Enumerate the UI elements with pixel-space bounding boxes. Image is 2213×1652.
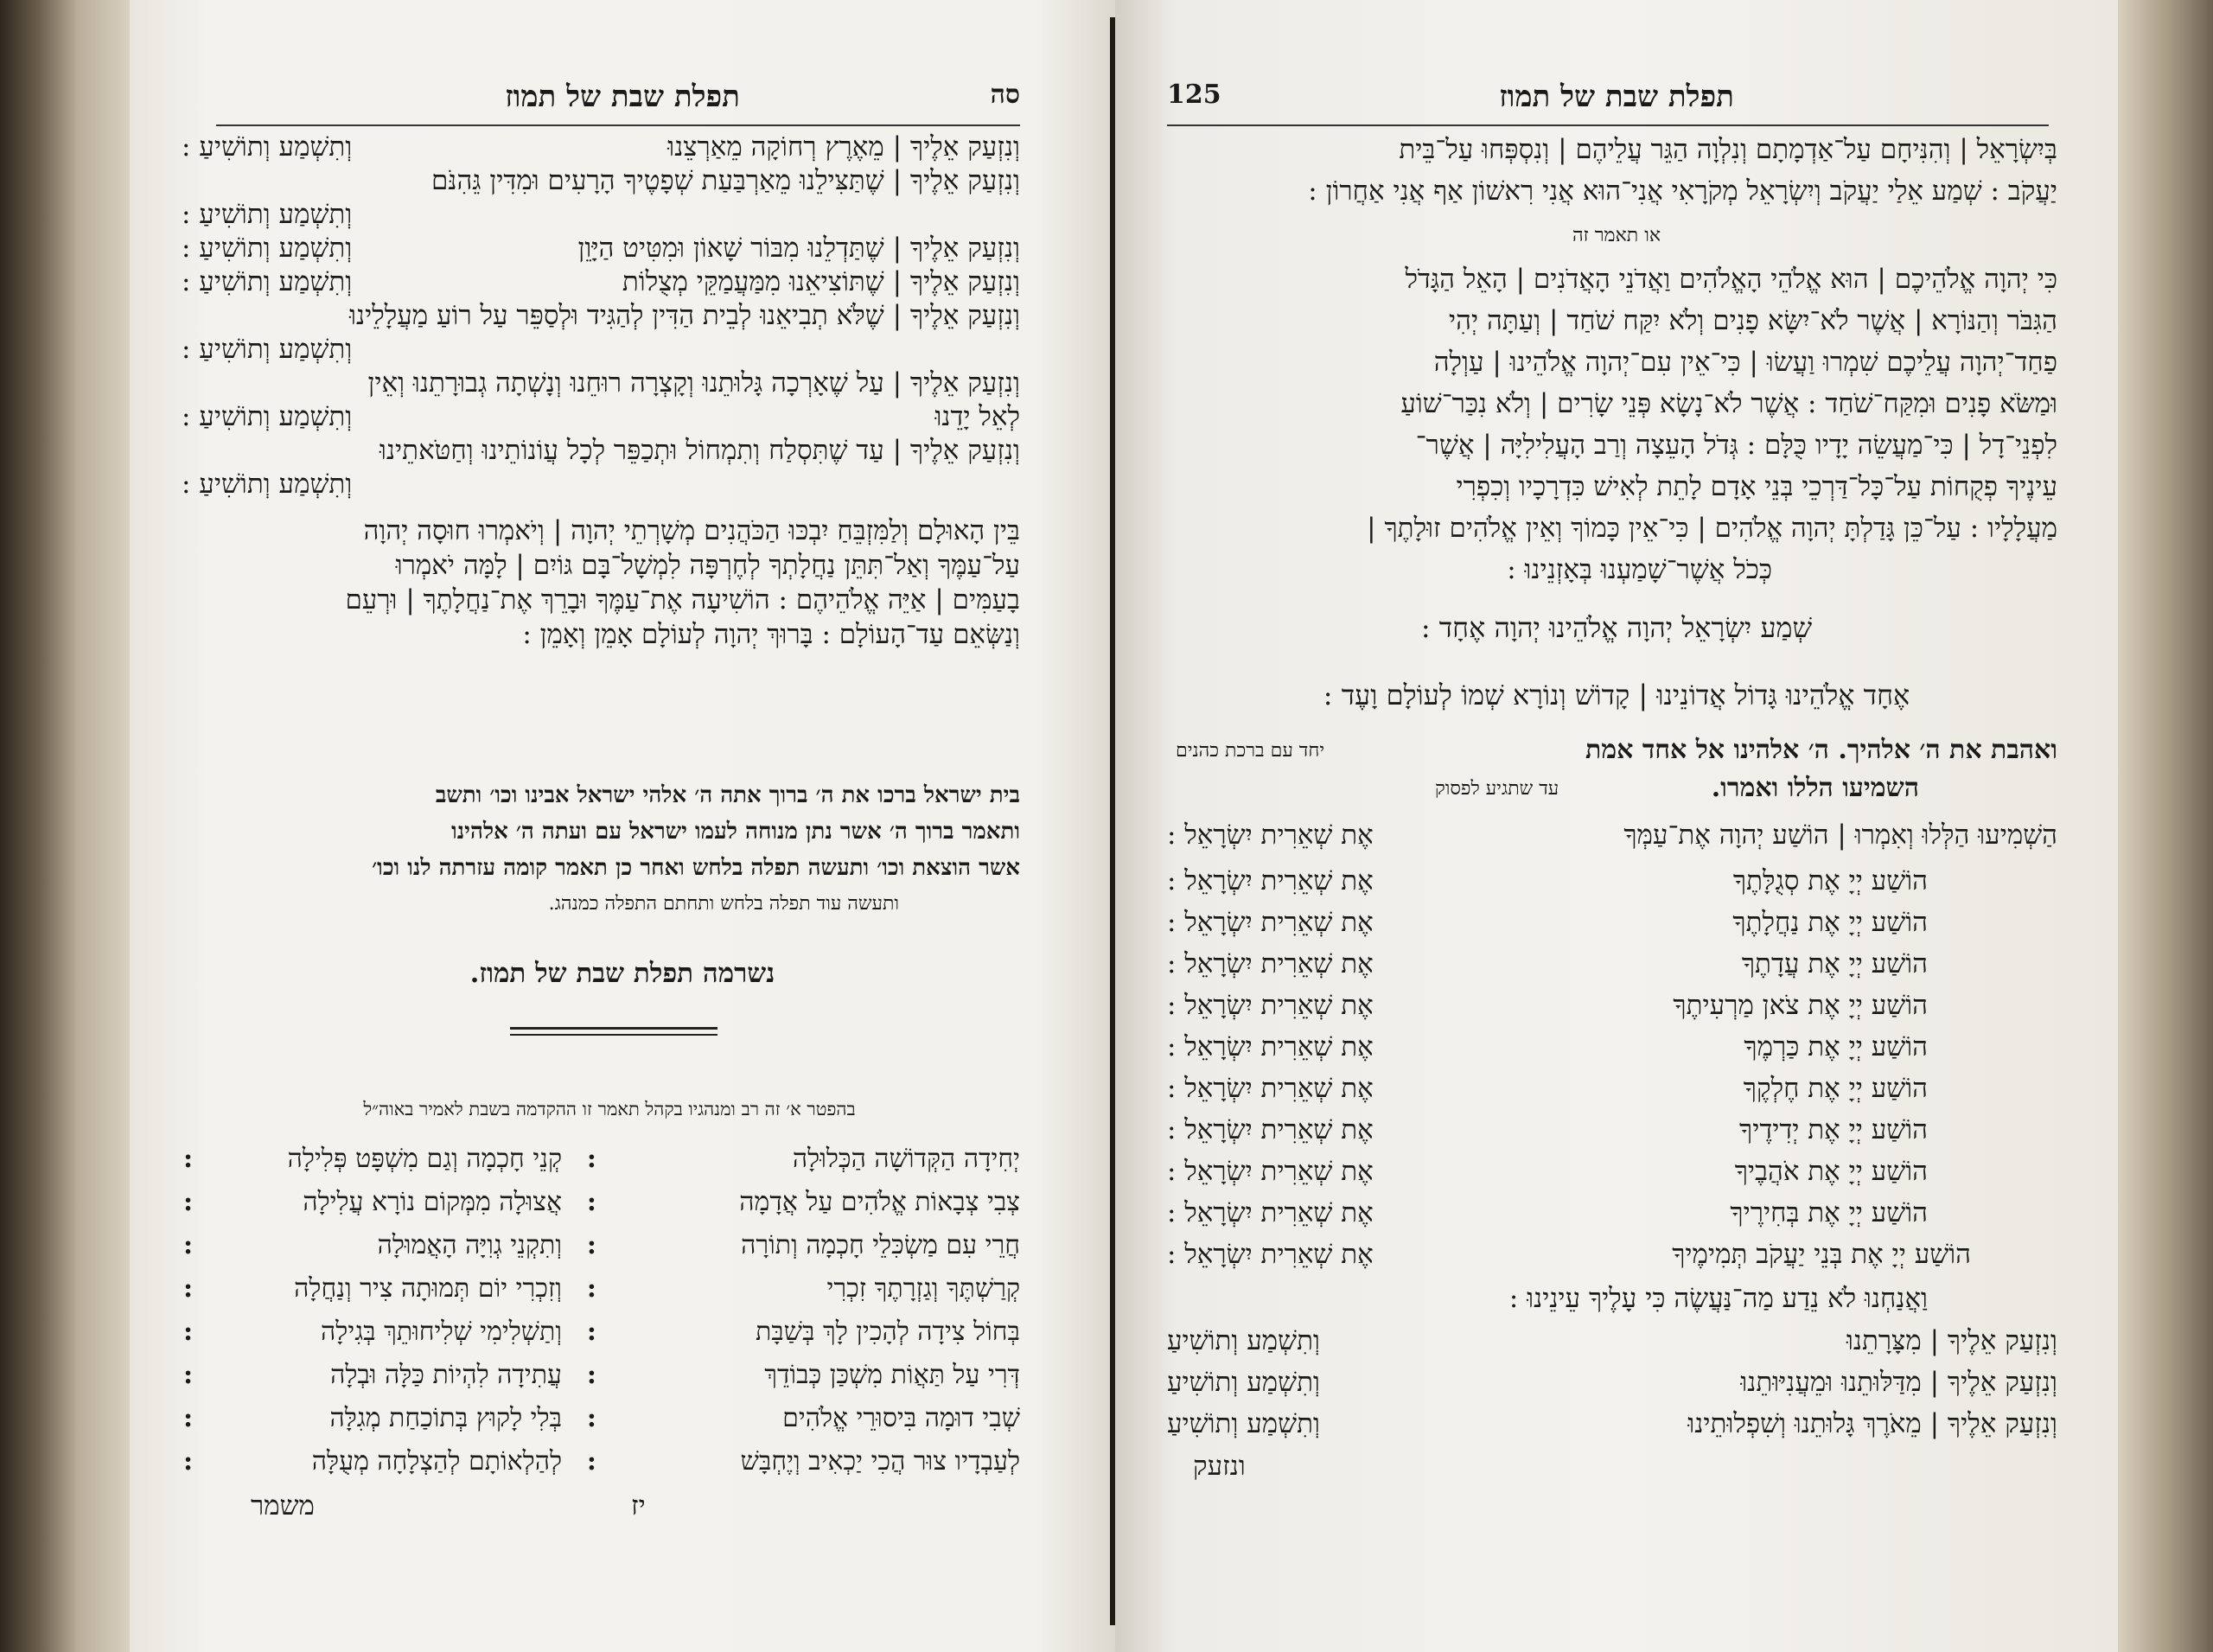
right-page bbox=[1115, 0, 2118, 1652]
litany-text: וְנִזְעַק אֵלֶיךָ | עַד שֶׁתִּסְלַח וְתִמְחוֹל וּתְכַפֵּר לְכָל עֲוֹנוֹתֵינוּ וְחַטֹּאתֵינוּ bbox=[379, 435, 1020, 466]
shema-line: שְׁמַע יִשְׂרָאֵל יְהוָה אֱלֹהֵינוּ יְהוָה אֶחָד : bbox=[1420, 611, 1813, 644]
poem-hemistich-b: וְתִקְנֵי גְוִיָּה הָאֲמוּלָה bbox=[377, 1230, 562, 1260]
catchword: משמר bbox=[251, 1490, 315, 1521]
hoshia-refrain: אֶת שְׁאֵרִית יִשְׂרָאֵל : bbox=[1167, 948, 1374, 979]
poem-hemistich-b: בְּלִי לָקוּץ בְּתוֹכַחַת מְגִלָּה bbox=[329, 1403, 562, 1433]
poem-end-mark: : bbox=[183, 1187, 194, 1217]
instruction-text: בית ישראל ברכו את ה׳ ברוך אתה ה׳ אלהי ישראל אבינו וכו׳ ותשב bbox=[435, 782, 1020, 808]
litany-row bbox=[130, 265, 1115, 299]
hoshia-text: הוֹשַׁע יְיָ אֶת אֹהֲבֶיךָ bbox=[1734, 1156, 1928, 1187]
hoshia-intro-text: הַשְׁמִיעוּ הַלְּלוּ וְאִמְרוּ | הוֹשַׁע יְהוָה אֶת־עַמְּךָ bbox=[1623, 820, 2057, 851]
paragraph-text: כְּכֹל אֲשֶׁר־שָׁמַעְנוּ בְּאָזְנֵינוּ : bbox=[1507, 554, 1772, 585]
hoshia-text: הוֹשַׁע יְיָ אֶת יְדִידֶיךָ bbox=[1738, 1114, 1928, 1145]
litany-response: וְתִשְׁמַע וְתוֹשִׁיעַ : bbox=[182, 469, 353, 500]
running-header bbox=[130, 80, 1115, 123]
hoshia-row bbox=[1115, 1234, 2118, 1274]
hoshia-refrain: אֶת שְׁאֵרִית יִשְׂרָאֵל : bbox=[1167, 865, 1374, 896]
poem-separator: : bbox=[586, 1187, 596, 1217]
page-number: 125 bbox=[1167, 80, 1221, 110]
hoshia-row bbox=[1115, 1193, 2118, 1233]
poem-hemistich-b: אֲצוּלָה מִמְּקוֹם נוֹרָא עֲלִילָה bbox=[303, 1187, 562, 1217]
litany-text: וְנִזְעַק אֵלֶיךָ | מֵאֹרֶךְ גָּלוּתֵנוּ וְשִׁפְלוּתֵינוּ bbox=[1687, 1408, 2057, 1439]
poem-separator: : bbox=[586, 1317, 596, 1347]
hoshia-refrain: אֶת שְׁאֵרִית יִשְׂרָאֵל : bbox=[1167, 1031, 1374, 1062]
hoshia-text: הוֹשַׁע יְיָ אֶת בְּחִירֶיךָ bbox=[1730, 1197, 1928, 1228]
hoshia-refrain: אֶת שְׁאֵרִית יִשְׂרָאֵל : bbox=[1167, 990, 1374, 1021]
paragraph-line bbox=[1167, 259, 2057, 299]
poem-hemistich-b: לְהַלְאוֹתָם לְהַצְלָחָה מְעֻלָּה bbox=[311, 1446, 562, 1477]
header-rule bbox=[1167, 124, 2049, 126]
signature-mark: יז bbox=[631, 1490, 646, 1521]
poem-end-mark: : bbox=[183, 1273, 194, 1304]
poem-hemistich-a: דְּרִי עַל תַּאֲוֹת מִשְׁכַּן כְּבוֹדֵךְ bbox=[764, 1360, 1020, 1390]
poem-row bbox=[130, 1139, 1115, 1179]
litany-row bbox=[130, 163, 1115, 198]
litany-row bbox=[1115, 1362, 2118, 1402]
paragraph-text: בֵּין הָאוּלָם וְלַמִּזְבֵּחַ יִבְכּוּ הַכֹּהֲנִים מְשָׁרְתֵי יְהוָה | וְיֹאמְרוּ חוּסָה יְהוָה bbox=[363, 515, 1020, 546]
poem-separator: : bbox=[586, 1403, 596, 1433]
paragraph-line bbox=[182, 513, 1020, 548]
hoshia-refrain: אֶת שְׁאֵרִית יִשְׂרָאֵל : bbox=[1167, 907, 1374, 938]
litany-text: וְנִזְעַק אֵלֶיךָ | שֶׁתּוֹצִיאֵנוּ מִמַּעֲמַקֵּי מְצֻלוֹת bbox=[622, 266, 1020, 297]
hoshia-intro bbox=[1115, 818, 2118, 856]
litany-response: וְתִשְׁמַע וְתוֹשִׁיעַ : bbox=[182, 233, 353, 264]
instruction-text: ותאמר ברוך ה׳ אשר נתן מנוחה לעמו ישראל עם ועתה ה׳ אלהינו bbox=[451, 819, 1020, 845]
closing-line: נשרמה תפלת שבת של תמוז. bbox=[469, 958, 775, 989]
poem-hemistich-a: חֲרֵי עִם מַשְׂכִּלֵי חָכְמָה וְתוֹרָה bbox=[741, 1230, 1020, 1260]
hoshia-refrain: אֶת שְׁאֵרִית יִשְׂרָאֵל : bbox=[1167, 1239, 1374, 1270]
hoshia-text: הוֹשַׁע יְיָ אֶת בְּנֵי יַעֲקֹב תְּמִימֶיךָ bbox=[1672, 1239, 1971, 1270]
litany-row bbox=[130, 197, 1115, 232]
hoshia-row bbox=[1115, 1151, 2118, 1191]
instruction-main: ואהבת את ה׳ אלהיך. ה׳ אלהינו אל אחד אמת bbox=[1585, 735, 2057, 765]
poem-end-mark: : bbox=[183, 1446, 194, 1477]
poem-end-mark: : bbox=[183, 1360, 194, 1390]
paragraph-line bbox=[1167, 467, 2057, 507]
paragraph-line bbox=[1167, 425, 2057, 465]
catchword: ונזעק bbox=[1193, 1451, 1246, 1482]
opening-line bbox=[1167, 130, 2057, 169]
poem-hemistich-a: שְׁבִי דוּמָה בִּיסוּרֵי אֱלֹהִים bbox=[782, 1403, 1020, 1433]
paragraph-text: לִפְנֵי־דָל | כִּי־מַעֲשֵׂה יָדָיו כֻּלָּם : גְּדֹל הָעֵצָה וְרַב הָעֲלִילִיָּה | אֲשֶׁר־ bbox=[1415, 430, 2057, 461]
hoshia-text: הוֹשַׁע יְיָ אֶת כַּרְמֶךָ bbox=[1744, 1031, 1928, 1062]
litany-row bbox=[130, 298, 1115, 333]
instruction-line bbox=[182, 887, 1020, 922]
poem-hemistich-a: יְחִידָה הַקְּדוֹשָׁה הַכְּלוּלָה bbox=[792, 1144, 1020, 1174]
litany-text: וְנִזְעַק אֵלֶיךָ | עַל שֶׁאָרְכָה גָּלוּתֵנוּ וְקָצְרָה רוּחֵנוּ וְנָשְׁתָה גְבוּרָתֵנוּ וְאֵין bbox=[367, 367, 1020, 399]
hoshia-row bbox=[1115, 985, 2118, 1025]
divider-rule-2 bbox=[510, 1034, 717, 1036]
litany-row bbox=[130, 433, 1115, 468]
page-edges-left bbox=[0, 0, 130, 1652]
poem-hemistich-b: עֲתִידָה לִהְיוֹת כַּלָּה וּבְלָה bbox=[330, 1360, 562, 1390]
hoshia-refrain: אֶת שְׁאֵרִית יִשְׂרָאֵל : bbox=[1167, 1073, 1374, 1104]
hoshia-text: הוֹשַׁע יְיָ אֶת נַחֲלָתֶךָ bbox=[1732, 907, 1928, 938]
hoshia-text: הוֹשַׁע יְיָ אֶת חֶלְקֶךָ bbox=[1743, 1073, 1928, 1104]
poem-hemistich-b: וְזִכְרִי יוֹם תְּמוּתָה צִיר וְנַחֲלָה bbox=[294, 1273, 562, 1304]
paragraph-text: הַגִּבֹּר וְהַנּוֹרָא | אֲשֶׁר לֹא־יִשָּׂא פָנִים וְלֹא יִקַּח שֹׁחַד | וְעַתָּה יְהִי bbox=[1449, 305, 2057, 336]
header-rule bbox=[216, 124, 1020, 126]
poem-row bbox=[130, 1442, 1115, 1482]
poem-end-mark: : bbox=[183, 1230, 194, 1260]
instruction-line bbox=[182, 778, 1020, 813]
hoshia-row bbox=[1115, 1068, 2118, 1108]
litany-response: וְתִשְׁמַע וְתוֹשִׁיעַ bbox=[1167, 1325, 1320, 1356]
paragraph-line bbox=[1167, 384, 2057, 424]
litany-text: וְנִזְעַק אֵלֶיךָ | מִדַּלּוּתֵנוּ וּמֵעֲנִיּוּתֵנוּ bbox=[1740, 1367, 2057, 1398]
litany-row bbox=[130, 366, 1115, 400]
poem-row bbox=[130, 1226, 1115, 1266]
hoshia-intro-refrain: אֶת שְׁאֵרִית יִשְׂרָאֵל : bbox=[1167, 820, 1374, 851]
poem-end-mark: : bbox=[183, 1317, 194, 1347]
page-title: תפלת שבת של תמוז bbox=[505, 80, 740, 114]
paragraph-line bbox=[182, 617, 1020, 652]
instruction2-small: עד שתגיע לפסוק bbox=[1435, 778, 1559, 800]
poem-hemistich-a: לְעַבְדָיו צוּר הֲכִי יַכְאִיב וְיֶחְבָּשׁ bbox=[740, 1446, 1020, 1477]
poem-end-mark: : bbox=[183, 1144, 194, 1174]
paragraph-text: וְנַשְּׂאֵם עַד־הָעוֹלָם : בָּרוּךְ יְהוָה לְעוֹלָם אָמֵן וְאָמֵן : bbox=[522, 619, 1020, 650]
poem-row bbox=[130, 1355, 1115, 1395]
hoshia-text: הוֹשַׁע יְיָ אֶת סְגֻלָּתֶךָ bbox=[1732, 865, 1928, 896]
poem-separator: : bbox=[586, 1446, 596, 1477]
hoshia-text: הוֹשַׁע יְיָ אֶת עֲדָתֶךָ bbox=[1741, 948, 1928, 979]
litany-text: לְאֵל יָדֵנוּ bbox=[934, 401, 1020, 432]
poem-hemistich-a: בְּחוֹל צִידָה לְהָכִין לָךְ בְּשַׁבָּת bbox=[755, 1317, 1020, 1347]
hoshia-refrain: אֶת שְׁאֵרִית יִשְׂרָאֵל : bbox=[1167, 1114, 1374, 1145]
instruction2-main: השמיעו הללו ואמרו. bbox=[1711, 773, 1919, 803]
paragraph-text: וּמַשֹּׂא פָנִים וּמִקַּח־שֹׁחַד : אֲשֶׁר לֹא־נָשָׂא פְּנֵי שָׂרִים | וְלֹא נִכַּר־שׁוֹעַ bbox=[1400, 388, 2057, 419]
opening-text: יַעֲקֹב : שְׁמַע אֵלַי יַעֲקֹב וְיִשְׂרָאֵל מְקֹרָאִי אֲנִי־הוּא אֲנִי רִאשׁוֹן אַף אֲנִי אַחֲרוֹן : bbox=[1308, 175, 2057, 207]
poem-hemistich-b: קְנֵי חָכְמָה וְגַם מִשְׁפָּט פְּלִילָה bbox=[287, 1144, 562, 1174]
litany-response: וְתִשְׁמַע וְתוֹשִׁיעַ : bbox=[182, 131, 353, 163]
paragraph-line bbox=[1167, 342, 2057, 382]
litany-text: וְנִזְעַק אֵלֶיךָ | מִצָּרָתֵנוּ bbox=[1846, 1325, 2057, 1356]
instruction-small: יחד עם ברכת כהנים bbox=[1176, 740, 1325, 762]
poem-hemistich-a: צְבִי צְבָאוֹת אֱלֹהִים עַל אֲדָמָה bbox=[739, 1187, 1020, 1217]
page-edges-right bbox=[2118, 0, 2213, 1652]
instruction-line bbox=[182, 851, 1020, 885]
litany-response: וְתִשְׁמַע וְתוֹשִׁיעַ : bbox=[182, 199, 353, 230]
running-header bbox=[1115, 80, 2118, 123]
litany-text: וְנִזְעַק אֵלֶיךָ | שֶׁתַּצִּילֵנוּ מֵאַרְבַּעַת שְׁפָטֶיךָ הָרָעִים וּמִדִּין גֵּהִנֹּם bbox=[431, 165, 1020, 196]
hoshia-text: הוֹשַׁע יְיָ אֶת צֹאן מַרְעִיתֶךָ bbox=[1673, 990, 1928, 1021]
paragraph-line bbox=[1167, 301, 2057, 341]
poem-separator: : bbox=[586, 1273, 596, 1304]
poem-row bbox=[130, 1183, 1115, 1222]
litany-text: וְנִזְעַק אֵלֶיךָ | מֵאֶרֶץ רְחוֹקָה מֵאַרְצֵנוּ bbox=[667, 131, 1020, 163]
poem-intro: בהפטר א׳ זה רב ומנהגיו בקהל תאמר זו ההקדמה בשבת לאמיר באוה״ל bbox=[363, 1099, 856, 1119]
poem-row bbox=[130, 1312, 1115, 1352]
litany-row bbox=[130, 130, 1115, 164]
poem-separator: : bbox=[586, 1360, 596, 1390]
hoshia-row bbox=[1115, 1027, 2118, 1067]
paragraph-line bbox=[182, 583, 1020, 617]
poem-end-mark: : bbox=[183, 1403, 194, 1433]
litany-response: וְתִשְׁמַע וְתוֹשִׁיעַ bbox=[1167, 1367, 1320, 1398]
litany-row bbox=[130, 467, 1115, 501]
paragraph-line bbox=[1167, 550, 2057, 590]
left-page bbox=[130, 0, 1115, 1652]
litany-row bbox=[130, 231, 1115, 265]
litany-response: וְתִשְׁמַע וְתוֹשִׁיעַ : bbox=[182, 266, 353, 297]
poem-row bbox=[130, 1399, 1115, 1438]
paragraph-line bbox=[182, 548, 1020, 583]
anachnu-line: וַאֲנַחְנוּ לֹא נֵדַע מַה־נַּעֲשֶׂה כִּי עָלֶיךָ עֵינֵינוּ : bbox=[1508, 1283, 1928, 1314]
litany-response: וְתִשְׁמַע וְתוֹשִׁיעַ : bbox=[182, 334, 353, 365]
page-number: סה bbox=[990, 80, 1020, 110]
hoshia-row bbox=[1115, 944, 2118, 984]
divider-rule bbox=[510, 1027, 717, 1030]
instruction-line bbox=[182, 814, 1020, 849]
paragraph-line bbox=[1167, 508, 2057, 548]
opening-text: בְּיִשְׂרָאֵל | וְהִנִּיחָם עַל־אַדְמָתָם וְנִלְוָה הַגֵּר עֲלֵיהֶם | וְנִסְפְּחוּ עַל־בֵּית bbox=[1399, 134, 2057, 165]
instruction-text: ותעשה עוד תפלה בלחש ותחתם התפלה כמנהג. bbox=[548, 893, 899, 915]
paragraph-text: עַל־עַמֶּךָ וְאַל־תִּתֵּן נַחֲלָתְךָ לְחֶרְפָּה לִמְשָׁל־בָּם גּוֹיִם | לָמָּה יֹאמְרוּ bbox=[395, 550, 1020, 581]
litany-response: וְתִשְׁמַע וְתוֹשִׁיעַ : bbox=[182, 401, 353, 432]
instruction-text: אשר הוצאת וכו׳ ותעשה תפלה בלחש ואחר כן תאמר קומה עזרתה לנו וכו׳ bbox=[372, 855, 1020, 881]
litany-row bbox=[1115, 1321, 2118, 1361]
litany-response: וְתִשְׁמַע וְתוֹשִׁיעַ bbox=[1167, 1408, 1320, 1439]
hoshia-row bbox=[1115, 1110, 2118, 1150]
opening-line bbox=[1167, 171, 2057, 211]
poem-hemistich-a: קְרַשְׁתֶּךָ וְגַזְרָתֶךָ זִכְרִי bbox=[826, 1273, 1020, 1304]
paragraph-text: בָעַמִּים | אַיֵּה אֱלֹהֵיהֶם : הוֹשִׁיעָה אֶת־עַמֶּךָ וּבָרֵךְ אֶת־נַחֲלָתֶךָ | וּרְעֵם bbox=[345, 584, 1020, 616]
litany-row bbox=[1115, 1404, 2118, 1444]
poem-row bbox=[130, 1269, 1115, 1309]
poem-hemistich-b: וְתַשְׁלִימִי שְׁלִיחוּתֵךְ בְּגִילָה bbox=[321, 1317, 562, 1347]
page-title: תפלת שבת של תמוז bbox=[1499, 80, 1734, 114]
poem-separator: : bbox=[586, 1144, 596, 1174]
litany-text: וְנִזְעַק אֵלֶיךָ | שֶׁתַּדְלֵנוּ מִבּוֹר שָׁאוֹן וּמִטִּיט הַיָּוֵן bbox=[577, 233, 1020, 264]
hoshia-row bbox=[1115, 861, 2118, 901]
paragraph-text: עֵינֶיךָ פְקֻחוֹת עַל־כָּל־דַּרְכֵי בְּנֵי אָדָם לָתֵת לְאִישׁ כִּדְרָכָיו וְכִפְרִי bbox=[1456, 471, 2057, 502]
echad-line: אֶחָד אֱלֹהֵינוּ גָּדוֹל אֲדוֹנֵינוּ | קָדוֹשׁ וְנוֹרָא שְׁמוֹ לְעוֹלָם וָעֶד : bbox=[1323, 679, 1910, 711]
hoshia-row bbox=[1115, 903, 2118, 942]
or-say-note: או תאמר זה bbox=[1572, 225, 1661, 246]
litany-row bbox=[130, 332, 1115, 367]
hoshia-refrain: אֶת שְׁאֵרִית יִשְׂרָאֵל : bbox=[1167, 1156, 1374, 1187]
paragraph-text: כִּי יְהוָה אֱלֹהֵיכֶם | הוּא אֱלֹהֵי הָאֱלֹהִים וַאֲדֹנֵי הָאֲדֹנִים | הָאֵל הַגָּדֹל bbox=[1405, 264, 2057, 295]
litany-text: וְנִזְעַק אֵלֶיךָ | שֶׁלֹּא תְבִיאֵנוּ לְבֵית הַדִּין לְהַגִּיד וּלְסַפֵּר עַל רוֹעַ מַעֲלָלֵינוּ bbox=[349, 300, 1020, 331]
litany-row bbox=[130, 399, 1115, 434]
paragraph-text: פַחַד־יְהוָה עֲלֵיכֶם שִׁמְרוּ וַעֲשׂוּ | כִּי־אֵין עִם־יְהוָה אֱלֹהֵינוּ | עַוְלָה bbox=[1433, 347, 2057, 378]
hoshia-refrain: אֶת שְׁאֵרִית יִשְׂרָאֵל : bbox=[1167, 1197, 1374, 1228]
paragraph-text: מַעֲלָלָיו : עַל־כֵּן גָּדַלְתָּ יְהוָה אֱלֹהִים | כִּי־אֵין כָּמוֹךָ וְאֵין אֱלֹהִים זוּלָתֶךָ | bbox=[1367, 513, 2057, 544]
poem-separator: : bbox=[586, 1230, 596, 1260]
